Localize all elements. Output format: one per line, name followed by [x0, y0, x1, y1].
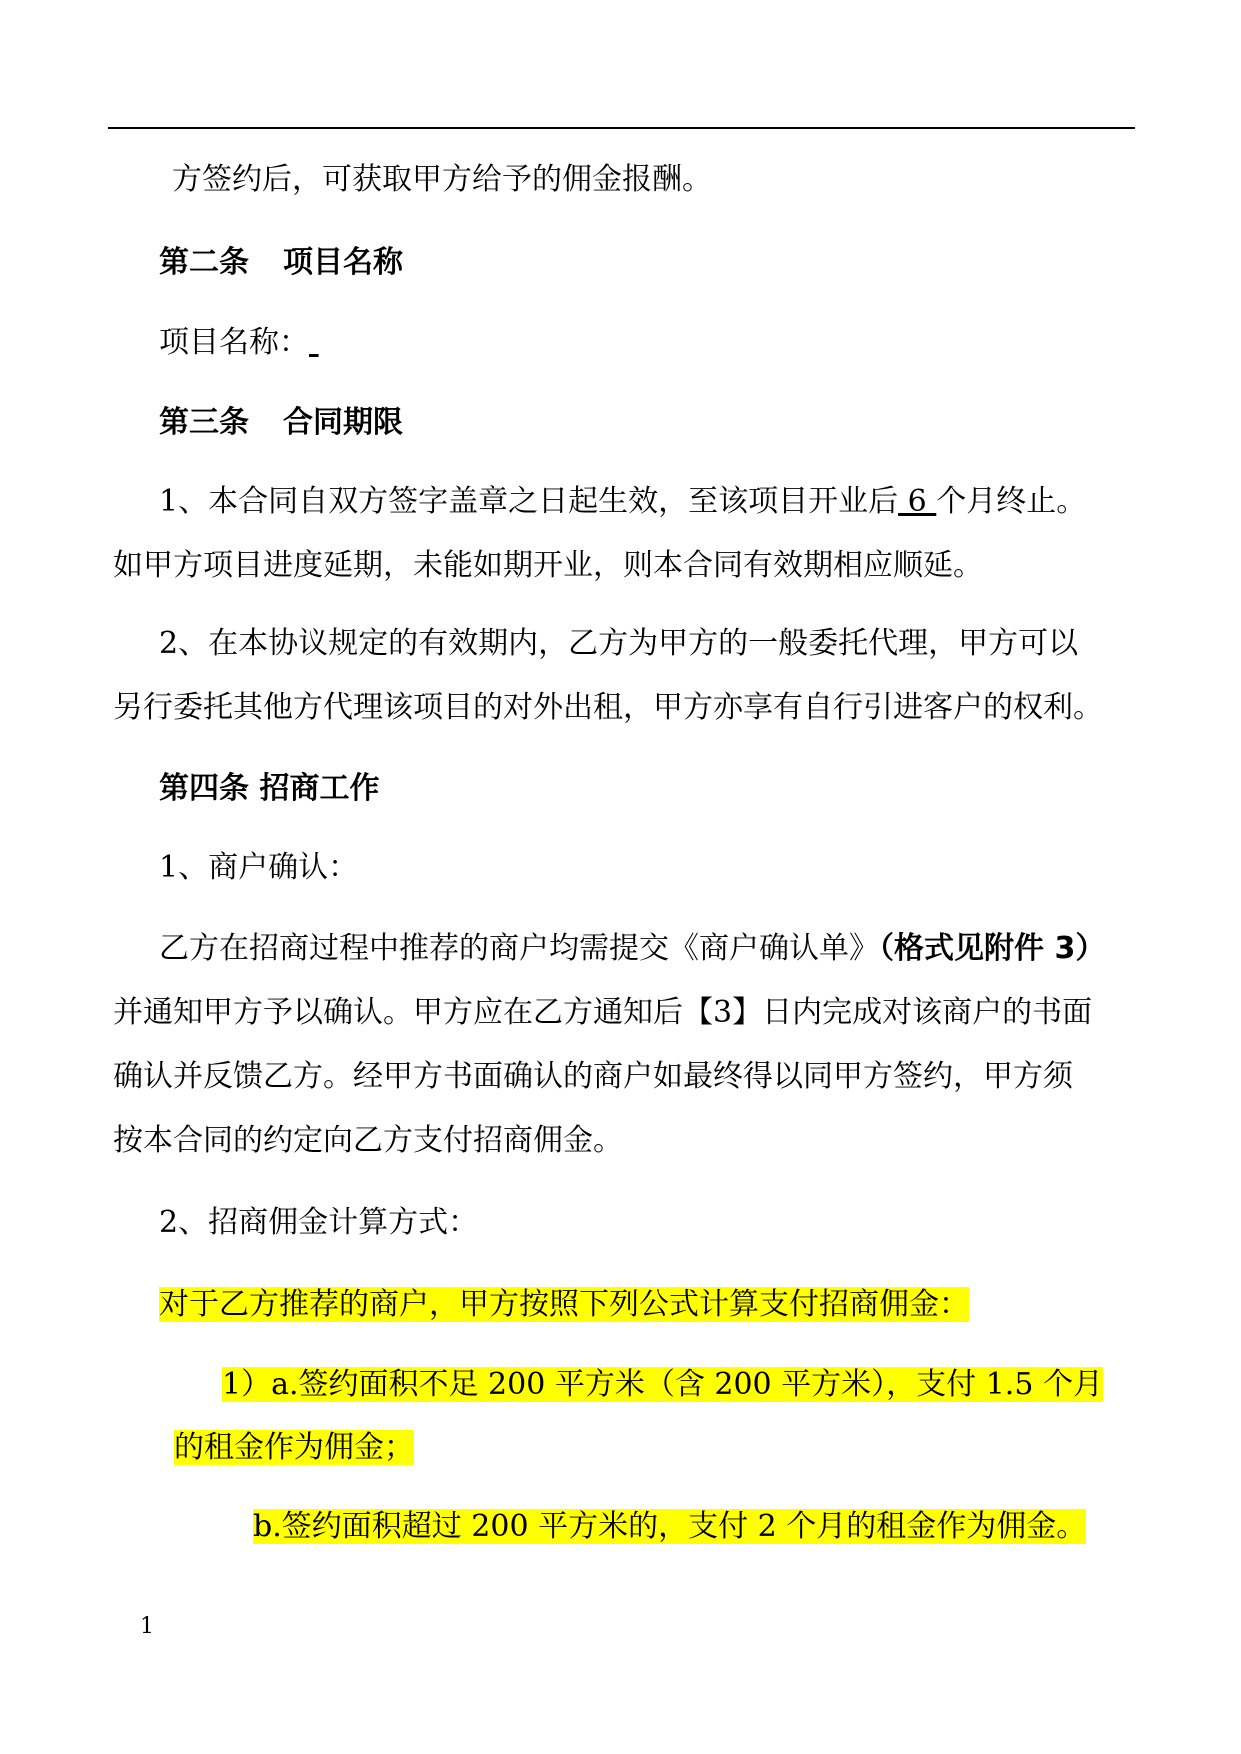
- highlighted-text: b.签约面积超过 200 平方米的，支付 2 个月的租金作为佣金。: [253, 1509, 1087, 1544]
- text-segment: 乙方在招商过程中推荐的商户均需提交《商户确认单》: [159, 931, 879, 966]
- page-number: 1: [140, 1614, 154, 1639]
- clause-1-line-2: [113, 993, 1092, 1033]
- term-clause-1-line-2: [113, 546, 983, 586]
- clause-1-title: [159, 848, 358, 888]
- term-clause-2-line-1: [159, 624, 1078, 664]
- text-line: 方签约后，可获取甲方给予的佣金报酬。: [172, 162, 712, 197]
- text-line: 2、招商佣金计算方式：: [159, 1205, 479, 1240]
- text-segment: 1、本合同自双方签字盖章之日起生效，至该项目开业后: [159, 484, 899, 519]
- text-line: 另行委托其他方代理该项目的对外出租，甲方亦享有自行引进客户的权利。: [113, 690, 1103, 725]
- article-2-heading: [159, 243, 403, 283]
- article-3-heading: [159, 403, 403, 443]
- paragraph-continuation: [172, 160, 712, 200]
- attachment-reference: （格式见附件 3）: [879, 931, 1106, 966]
- highlighted-text: 对于乙方推荐的商户，甲方按照下列公式计算支付招商佣金：: [159, 1287, 969, 1322]
- text-line: 并通知甲方予以确认。甲方应在乙方通知后【3】日内完成对该商户的书面: [113, 995, 1093, 1030]
- term-clause-1-line-1: [159, 482, 1086, 522]
- article-4-heading: [159, 769, 379, 809]
- article-number: 第三条: [159, 405, 249, 440]
- project-name-blank: [309, 325, 319, 360]
- clause-2-intro: [159, 1285, 969, 1325]
- clause-1-line-4: [113, 1121, 623, 1161]
- rate-b-line: [253, 1507, 1086, 1547]
- article-heading-text: 第四条 招商工作: [159, 771, 380, 806]
- rate-a-line-2: [174, 1428, 414, 1468]
- header-rule: [108, 127, 1135, 129]
- months-value: 6: [898, 484, 937, 519]
- text-line: 1、商户确认：: [159, 850, 359, 885]
- article-title: 合同期限: [283, 405, 403, 440]
- project-name-field: [159, 323, 319, 363]
- field-label: 项目名称：: [159, 325, 309, 360]
- text-segment: 个月终止。: [936, 484, 1087, 519]
- text-line: 2、在本协议规定的有效期内，乙方为甲方的一般委托代理，甲方可以: [159, 626, 1079, 661]
- text-line: 确认并反馈乙方。经甲方书面确认的商户如最终得以同甲方签约，甲方须: [113, 1059, 1073, 1094]
- text-line: 按本合同的约定向乙方支付招商佣金。: [113, 1123, 623, 1158]
- clause-1-line-3: [113, 1057, 1073, 1097]
- rate-a-line-1: [222, 1365, 1103, 1405]
- article-title: 项目名称: [283, 245, 403, 280]
- clause-2-title: [159, 1203, 478, 1243]
- article-number: 第二条: [159, 245, 249, 280]
- term-clause-2-line-2: [113, 688, 1103, 728]
- highlighted-text: 1）a.签约面积不足 200 平方米（含 200 平方米），支付 1.5 个月: [222, 1367, 1103, 1402]
- clause-1-line-1: [159, 929, 1105, 969]
- highlighted-text: 的租金作为佣金；: [174, 1430, 414, 1465]
- text-line: 如甲方项目进度延期，未能如期开业，则本合同有效期相应顺延。: [113, 548, 983, 583]
